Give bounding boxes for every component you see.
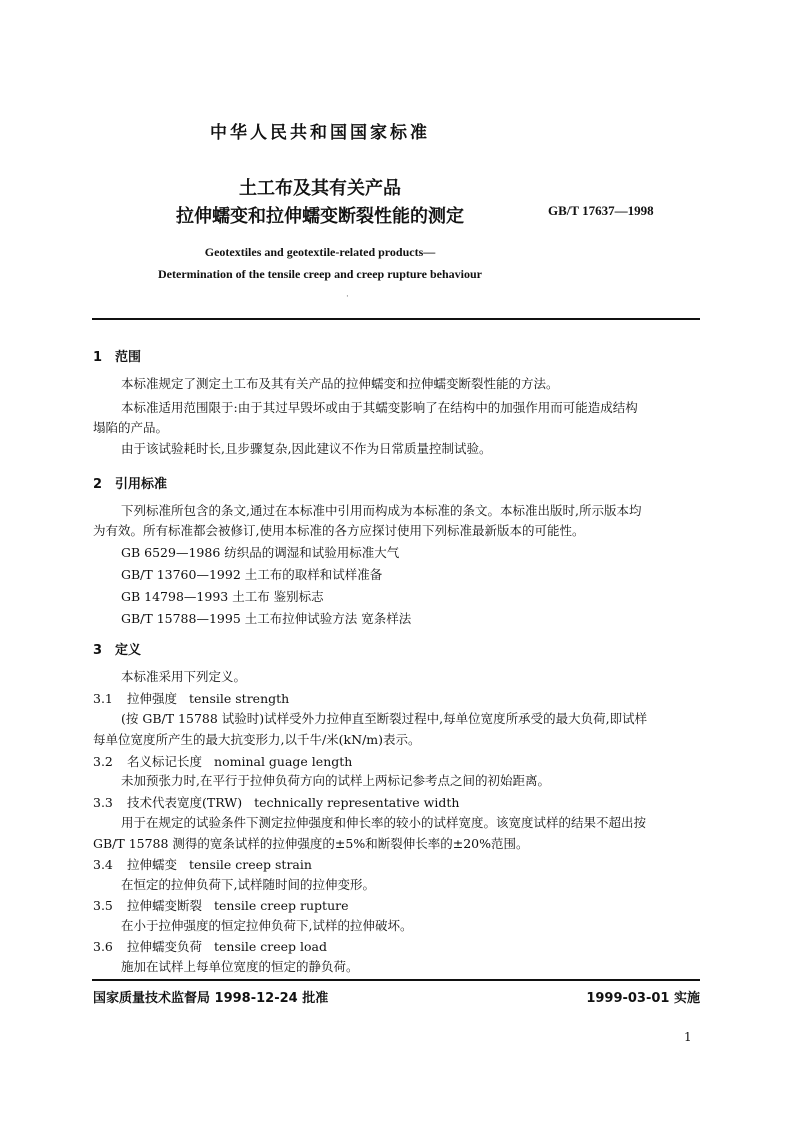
section-title: 定义 [115, 643, 142, 658]
doc-title-cn-line1: 土工布及其有关产品 [239, 178, 401, 199]
section-number: 3 [93, 643, 103, 658]
definition-3-6-heading [93, 937, 327, 955]
reference-item: GB/T 13760—1992 土工布的取样和试样准备 [121, 567, 383, 582]
definition-3-4-heading [93, 855, 312, 873]
footer-divider [92, 979, 700, 981]
definition-term-cn: 拉伸蠕变 [127, 857, 178, 872]
section-title: 引用标准 [115, 477, 168, 492]
section-number: 2 [93, 477, 103, 492]
definition-number: 3.3 [93, 795, 113, 810]
page-number: 1 [684, 1030, 692, 1044]
section-1-para2-line2: 塌陷的产品。 [93, 420, 169, 435]
definition-3-6-line1: 施加在试样上每单位宽度的恒定的静负荷。 [121, 959, 359, 974]
definition-3-2-heading [93, 752, 352, 770]
definition-term-en: tensile creep load [214, 939, 327, 954]
section-1-para3: 由于该试验耗时长,且步骤复杂,因此建议不作为日常质量控制试验。 [121, 441, 492, 456]
standard-code: GB/T 17637—1998 [548, 203, 654, 218]
definition-term-cn: 名义标记长度 [127, 754, 203, 769]
section-1-para1: 本标准规定了测定土工布及其有关产品的拉伸蠕变和拉伸蠕变断裂性能的方法。 [121, 376, 559, 391]
definition-3-4-line1: 在恒定的拉伸负荷下,试样随时间的拉伸变形。 [121, 877, 375, 892]
doc-title-en-line2: Determination of the tensile creep and creep rupture behaviour [158, 267, 482, 281]
definition-3-3-heading [93, 793, 459, 811]
definition-number: 3.1 [93, 691, 113, 706]
definition-3-2-line1: 未加预张力时,在平行于拉伸负荷方向的试样上两标记参考点之间的初始距离。 [121, 773, 550, 788]
definition-term-en: tensile strength [189, 691, 290, 706]
section-title: 范围 [115, 350, 142, 365]
definition-term-cn: 拉伸强度 [127, 691, 178, 706]
section-number: 1 [93, 350, 103, 365]
definition-term-en: technically representative width [254, 795, 460, 810]
definition-3-3-line1: 用于在规定的试验条件下测定拉伸强度和伸长率的较小的试样宽度。该宽度试样的结果不超出按 [121, 815, 647, 830]
header-divider [92, 318, 700, 320]
definition-term-cn: 拉伸蠕变断裂 [127, 898, 203, 913]
definition-term-cn: 技术代表宽度(TRW) [127, 795, 243, 810]
section-1-para2-line1: 本标准适用范围限于:由于其过早毁坏或由于其蠕变影响了在结构中的加强作用而可能造成结构 [121, 400, 638, 415]
definition-term-en: tensile creep rupture [214, 898, 349, 913]
definition-number: 3.5 [93, 898, 113, 913]
definition-number: 3.4 [93, 857, 113, 872]
definition-3-1-heading [93, 689, 289, 707]
effective-date: 1999-03-01 实施 [586, 991, 700, 1006]
scan-dot-mark: · [346, 292, 349, 302]
reference-item: GB 6529—1986 纺织品的调湿和试验用标准大气 [121, 545, 400, 560]
reference-item: GB 14798—1993 土工布 鉴别标志 [121, 589, 324, 604]
section-3-intro: 本标准采用下列定义。 [121, 669, 247, 684]
section-2-para1-line2: 为有效。所有标准都会被修订,使用本标准的各方应探讨使用下列标准最新版本的可能性。 [93, 523, 585, 538]
doc-title-cn-line2: 拉伸蠕变和拉伸蠕变断裂性能的测定 [176, 206, 464, 227]
definition-term-en: tensile creep strain [189, 857, 312, 872]
section-1-heading [93, 346, 141, 365]
definition-3-3-line2: GB/T 15788 测得的宽条试样的拉伸强度的±5%和断裂伸长率的±20%范围。 [93, 836, 529, 851]
definition-3-5-heading [93, 896, 349, 914]
reference-item: GB/T 15788—1995 土工布拉伸试验方法 宽条样法 [121, 611, 412, 626]
doc-title-en-line1: Geotextiles and geotextile-related products— [204, 245, 436, 259]
definition-number: 3.6 [93, 939, 113, 954]
section-2-heading [93, 473, 167, 492]
section-3-heading [93, 639, 141, 658]
definition-3-1-line2: 每单位宽度所产生的最大抗变形力,以千牛/米(kN/m)表示。 [93, 732, 421, 747]
definition-3-1-line1: (按 GB/T 15788 试验时)试样受外力拉伸直至断裂过程中,每单位宽度所承受的最大负荷,即试样 [121, 711, 648, 726]
definition-3-5-line1: 在小于拉伸强度的恒定拉伸负荷下,试样的拉伸破坏。 [121, 918, 413, 933]
national-standard-heading: 中华人民共和国国家标准 [210, 123, 430, 143]
definition-term-en: nominal guage length [214, 754, 353, 769]
definition-term-cn: 拉伸蠕变负荷 [127, 939, 203, 954]
section-2-para1-line1: 下列标准所包含的条文,通过在本标准中引用而构成为本标准的条文。本标准出版时,所示版本均 [121, 503, 642, 518]
approval-info: 国家质量技术监督局 1998-12-24 批准 [93, 991, 329, 1006]
definition-number: 3.2 [93, 754, 113, 769]
